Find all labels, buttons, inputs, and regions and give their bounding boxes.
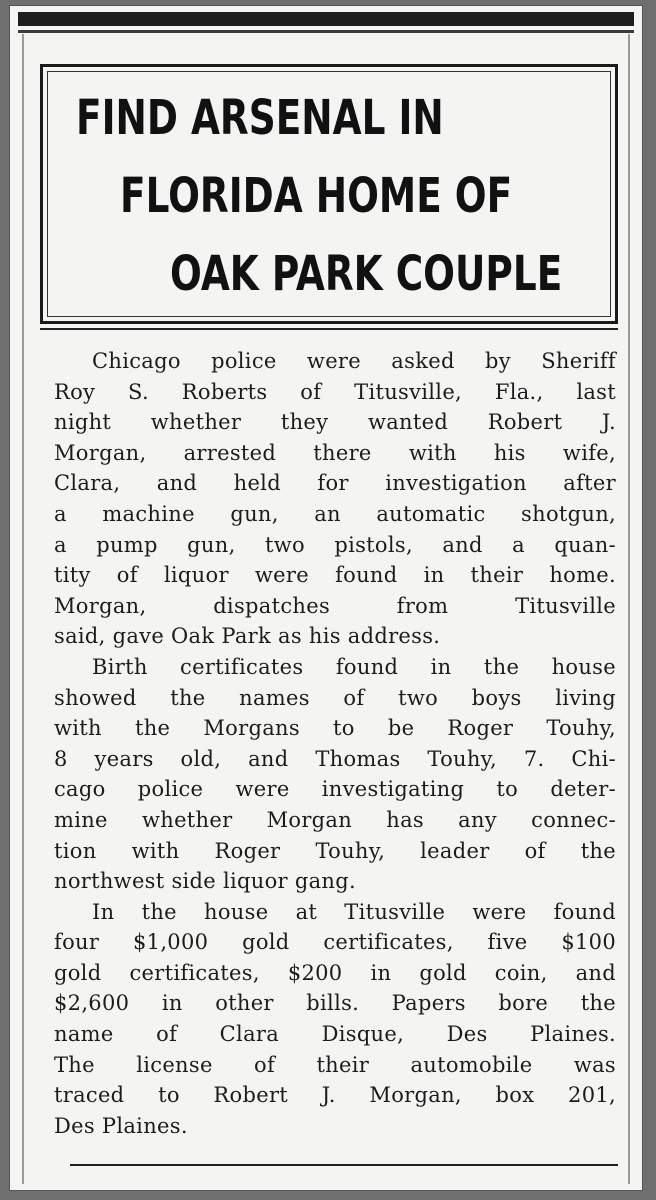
text-line: Morgan, dispatches from Titusville bbox=[54, 593, 616, 618]
text-line: tity of liquor were found in their home. bbox=[54, 563, 616, 588]
text-line: 8 years old, and Thomas Touhy, 7. Chi- bbox=[54, 746, 616, 771]
text-line: showed the names of two boys living bbox=[54, 685, 616, 710]
text-line: The license of their automobile was bbox=[54, 1052, 616, 1077]
headline-line-3: OAK PARK COUPLE bbox=[170, 246, 563, 302]
text-line: a machine gun, an automatic shotgun, bbox=[54, 501, 616, 526]
text-line: $2,600 in other bills. Papers bore the bbox=[54, 991, 616, 1016]
top-rule-thin bbox=[18, 30, 634, 33]
text-line: a pump gun, two pistols, and a quan- bbox=[54, 532, 616, 557]
text-line: traced to Robert J. Morgan, box 201, bbox=[54, 1083, 616, 1108]
newspaper-clipping bbox=[10, 6, 642, 1190]
text-line: northwest side liquor gang. bbox=[54, 869, 356, 894]
headline-line-1: FIND ARSENAL IN bbox=[76, 90, 444, 146]
paragraph-2 bbox=[54, 652, 616, 897]
headline-line-2: FLORIDA HOME OF bbox=[120, 168, 513, 224]
text-line: Des Plaines. bbox=[54, 1113, 188, 1138]
right-column-edge bbox=[628, 34, 630, 1184]
text-line: tion with Roger Touhy, leader of the bbox=[54, 838, 616, 863]
text-line: name of Clara Disque, Des Plaines. bbox=[54, 1022, 616, 1047]
text-line: night whether they wanted Robert J. bbox=[54, 410, 616, 435]
text-line: said, gave Oak Park as his address. bbox=[54, 624, 441, 649]
headline-divider bbox=[40, 328, 618, 330]
top-rule bbox=[18, 12, 634, 26]
text-line: mine whether Morgan has any connec- bbox=[54, 807, 616, 832]
text-line: In the house at Titusville were found bbox=[92, 899, 616, 924]
paragraph-3 bbox=[54, 897, 616, 1142]
text-line: four $1,000 gold certificates, five $100 bbox=[54, 930, 616, 955]
text-line: Chicago police were asked by Sheriff bbox=[92, 349, 616, 373]
article-body bbox=[54, 346, 616, 1141]
text-line: Clara, and held for investigation after bbox=[54, 471, 616, 496]
paragraph-1 bbox=[54, 346, 616, 652]
text-line: Birth certificates found in the house bbox=[92, 654, 616, 679]
text-line: gold certificates, $200 in gold coin, and bbox=[54, 960, 616, 985]
footer-rule bbox=[70, 1164, 618, 1166]
left-column-edge bbox=[22, 34, 24, 1184]
text-line: cago police were investigating to deter- bbox=[54, 777, 616, 802]
text-line: with the Morgans to be Roger Touhy, bbox=[54, 716, 616, 741]
text-line: Morgan, arrested there with his wife, bbox=[54, 440, 616, 465]
text-line: Roy S. Roberts of Titusville, Fla., last bbox=[54, 379, 616, 404]
